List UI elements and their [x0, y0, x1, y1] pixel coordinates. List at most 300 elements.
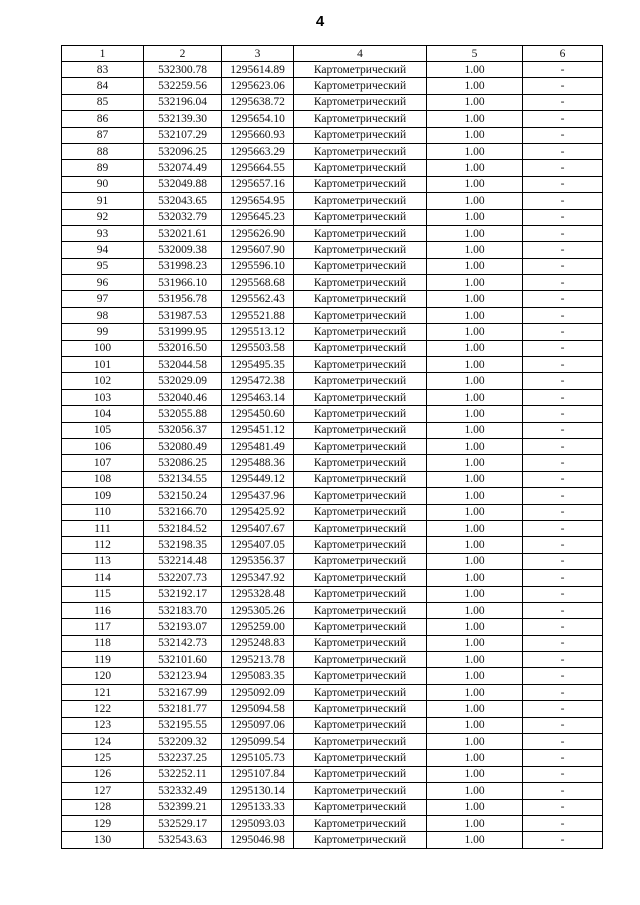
x-coordinate-cell: 532055.88 [144, 406, 222, 422]
accuracy-cell: 1.00 [427, 373, 523, 389]
y-coordinate-cell: 1295481.49 [222, 438, 294, 454]
point-number-cell: 94 [62, 242, 144, 258]
table-row [62, 635, 603, 651]
column-header: 1 [62, 46, 144, 62]
accuracy-cell: 1.00 [427, 766, 523, 782]
y-coordinate-cell: 1295596.10 [222, 258, 294, 274]
x-coordinate-cell: 532021.61 [144, 225, 222, 241]
x-coordinate-cell: 532192.17 [144, 586, 222, 602]
accuracy-cell: 1.00 [427, 734, 523, 750]
y-coordinate-cell: 1295645.23 [222, 209, 294, 225]
description-cell: - [523, 406, 603, 422]
y-coordinate-cell: 1295654.95 [222, 193, 294, 209]
point-number-cell: 123 [62, 717, 144, 733]
method-cell: Картометрический [294, 225, 427, 241]
point-number-cell: 91 [62, 193, 144, 209]
x-coordinate-cell: 532183.70 [144, 602, 222, 618]
x-coordinate-cell: 532029.09 [144, 373, 222, 389]
table-header-row [62, 46, 603, 62]
description-cell: - [523, 668, 603, 684]
accuracy-cell: 1.00 [427, 242, 523, 258]
method-cell: Картометрический [294, 783, 427, 799]
method-cell: Картометрический [294, 619, 427, 635]
description-cell: - [523, 111, 603, 127]
description-cell: - [523, 717, 603, 733]
accuracy-cell: 1.00 [427, 553, 523, 569]
table-row [62, 455, 603, 471]
accuracy-cell: 1.00 [427, 389, 523, 405]
description-cell: - [523, 438, 603, 454]
method-cell: Картометрический [294, 717, 427, 733]
accuracy-cell: 1.00 [427, 832, 523, 848]
description-cell: - [523, 783, 603, 799]
y-coordinate-cell: 1295503.58 [222, 340, 294, 356]
x-coordinate-cell: 532101.60 [144, 652, 222, 668]
x-coordinate-cell: 532237.25 [144, 750, 222, 766]
table-row [62, 438, 603, 454]
method-cell: Картометрический [294, 291, 427, 307]
y-coordinate-cell: 1295614.89 [222, 62, 294, 78]
y-coordinate-cell: 1295133.33 [222, 799, 294, 815]
accuracy-cell: 1.00 [427, 701, 523, 717]
y-coordinate-cell: 1295425.92 [222, 504, 294, 520]
y-coordinate-cell: 1295347.92 [222, 570, 294, 586]
table-row [62, 602, 603, 618]
accuracy-cell: 1.00 [427, 258, 523, 274]
accuracy-cell: 1.00 [427, 94, 523, 110]
description-cell: - [523, 422, 603, 438]
table-row [62, 766, 603, 782]
method-cell: Картометрический [294, 209, 427, 225]
y-coordinate-cell: 1295407.67 [222, 520, 294, 536]
table-row [62, 127, 603, 143]
point-number-cell: 84 [62, 78, 144, 94]
y-coordinate-cell: 1295513.12 [222, 324, 294, 340]
coordinates-table [61, 45, 603, 849]
table-row [62, 619, 603, 635]
table-row [62, 422, 603, 438]
point-number-cell: 105 [62, 422, 144, 438]
x-coordinate-cell: 532032.79 [144, 209, 222, 225]
method-cell: Картометрический [294, 143, 427, 159]
y-coordinate-cell: 1295046.98 [222, 832, 294, 848]
x-coordinate-cell: 532198.35 [144, 537, 222, 553]
y-coordinate-cell: 1295626.90 [222, 225, 294, 241]
y-coordinate-cell: 1295097.06 [222, 717, 294, 733]
point-number-cell: 103 [62, 389, 144, 405]
description-cell: - [523, 127, 603, 143]
table-row [62, 832, 603, 848]
accuracy-cell: 1.00 [427, 357, 523, 373]
x-coordinate-cell: 532529.17 [144, 815, 222, 831]
table-row [62, 307, 603, 323]
method-cell: Картометрический [294, 602, 427, 618]
description-cell: - [523, 160, 603, 176]
y-coordinate-cell: 1295472.38 [222, 373, 294, 389]
y-coordinate-cell: 1295094.58 [222, 701, 294, 717]
method-cell: Картометрический [294, 553, 427, 569]
point-number-cell: 127 [62, 783, 144, 799]
method-cell: Картометрический [294, 766, 427, 782]
point-number-cell: 95 [62, 258, 144, 274]
x-coordinate-cell: 532096.25 [144, 143, 222, 159]
x-coordinate-cell: 531999.95 [144, 324, 222, 340]
table-row [62, 668, 603, 684]
method-cell: Картометрический [294, 258, 427, 274]
description-cell: - [523, 143, 603, 159]
description-cell: - [523, 455, 603, 471]
description-cell: - [523, 78, 603, 94]
accuracy-cell: 1.00 [427, 78, 523, 94]
y-coordinate-cell: 1295407.05 [222, 537, 294, 553]
accuracy-cell: 1.00 [427, 717, 523, 733]
description-cell: - [523, 275, 603, 291]
table-row [62, 160, 603, 176]
y-coordinate-cell: 1295083.35 [222, 668, 294, 684]
x-coordinate-cell: 532196.04 [144, 94, 222, 110]
description-cell: - [523, 652, 603, 668]
point-number-cell: 108 [62, 471, 144, 487]
accuracy-cell: 1.00 [427, 324, 523, 340]
point-number-cell: 116 [62, 602, 144, 618]
point-number-cell: 102 [62, 373, 144, 389]
method-cell: Картометрический [294, 734, 427, 750]
table-row [62, 78, 603, 94]
x-coordinate-cell: 532086.25 [144, 455, 222, 471]
point-number-cell: 130 [62, 832, 144, 848]
method-cell: Картометрический [294, 750, 427, 766]
method-cell: Картометрический [294, 324, 427, 340]
point-number-cell: 112 [62, 537, 144, 553]
description-cell: - [523, 225, 603, 241]
x-coordinate-cell: 532150.24 [144, 488, 222, 504]
column-header: 2 [144, 46, 222, 62]
y-coordinate-cell: 1295568.68 [222, 275, 294, 291]
point-number-cell: 96 [62, 275, 144, 291]
description-cell: - [523, 357, 603, 373]
x-coordinate-cell: 532107.29 [144, 127, 222, 143]
method-cell: Картометрический [294, 242, 427, 258]
point-number-cell: 111 [62, 520, 144, 536]
method-cell: Картометрический [294, 275, 427, 291]
table-row [62, 684, 603, 700]
table-row [62, 570, 603, 586]
point-number-cell: 104 [62, 406, 144, 422]
point-number-cell: 109 [62, 488, 144, 504]
method-cell: Картометрический [294, 111, 427, 127]
x-coordinate-cell: 531956.78 [144, 291, 222, 307]
accuracy-cell: 1.00 [427, 815, 523, 831]
x-coordinate-cell: 532044.58 [144, 357, 222, 373]
accuracy-cell: 1.00 [427, 438, 523, 454]
method-cell: Картометрический [294, 373, 427, 389]
description-cell: - [523, 586, 603, 602]
point-number-cell: 110 [62, 504, 144, 520]
description-cell: - [523, 701, 603, 717]
description-cell: - [523, 176, 603, 192]
method-cell: Картометрический [294, 357, 427, 373]
method-cell: Картометрический [294, 307, 427, 323]
point-number-cell: 107 [62, 455, 144, 471]
method-cell: Картометрический [294, 537, 427, 553]
table-body [62, 62, 603, 849]
table-row [62, 799, 603, 815]
description-cell: - [523, 504, 603, 520]
description-cell: - [523, 373, 603, 389]
table-row [62, 537, 603, 553]
x-coordinate-cell: 532543.63 [144, 832, 222, 848]
column-header: 5 [427, 46, 523, 62]
x-coordinate-cell: 532184.52 [144, 520, 222, 536]
x-coordinate-cell: 532134.55 [144, 471, 222, 487]
page-number: 4 [315, 13, 325, 30]
method-cell: Картометрический [294, 668, 427, 684]
point-number-cell: 115 [62, 586, 144, 602]
accuracy-cell: 1.00 [427, 602, 523, 618]
x-coordinate-cell: 532074.49 [144, 160, 222, 176]
point-number-cell: 97 [62, 291, 144, 307]
table-row [62, 275, 603, 291]
y-coordinate-cell: 1295657.16 [222, 176, 294, 192]
description-cell: - [523, 766, 603, 782]
description-cell: - [523, 553, 603, 569]
point-number-cell: 99 [62, 324, 144, 340]
y-coordinate-cell: 1295562.43 [222, 291, 294, 307]
table-row [62, 750, 603, 766]
point-number-cell: 119 [62, 652, 144, 668]
table-row [62, 783, 603, 799]
description-cell: - [523, 520, 603, 536]
description-cell: - [523, 815, 603, 831]
x-coordinate-cell: 532195.55 [144, 717, 222, 733]
table-row [62, 815, 603, 831]
point-number-cell: 85 [62, 94, 144, 110]
method-cell: Картометрический [294, 832, 427, 848]
accuracy-cell: 1.00 [427, 652, 523, 668]
method-cell: Картометрический [294, 635, 427, 651]
method-cell: Картометрический [294, 193, 427, 209]
y-coordinate-cell: 1295663.29 [222, 143, 294, 159]
x-coordinate-cell: 532214.48 [144, 553, 222, 569]
method-cell: Картометрический [294, 488, 427, 504]
table-row [62, 242, 603, 258]
accuracy-cell: 1.00 [427, 668, 523, 684]
method-cell: Картометрический [294, 701, 427, 717]
x-coordinate-cell: 532193.07 [144, 619, 222, 635]
point-number-cell: 128 [62, 799, 144, 815]
column-header: 6 [523, 46, 603, 62]
table-row [62, 520, 603, 536]
table-row [62, 291, 603, 307]
description-cell: - [523, 62, 603, 78]
method-cell: Картометрический [294, 520, 427, 536]
table-row [62, 373, 603, 389]
method-cell: Картометрический [294, 455, 427, 471]
accuracy-cell: 1.00 [427, 520, 523, 536]
method-cell: Картометрический [294, 94, 427, 110]
description-cell: - [523, 471, 603, 487]
accuracy-cell: 1.00 [427, 209, 523, 225]
table-row [62, 225, 603, 241]
table-row [62, 176, 603, 192]
method-cell: Картометрический [294, 684, 427, 700]
description-cell: - [523, 635, 603, 651]
point-number-cell: 120 [62, 668, 144, 684]
y-coordinate-cell: 1295660.93 [222, 127, 294, 143]
y-coordinate-cell: 1295328.48 [222, 586, 294, 602]
table-row [62, 488, 603, 504]
point-number-cell: 126 [62, 766, 144, 782]
method-cell: Картометрический [294, 127, 427, 143]
description-cell: - [523, 340, 603, 356]
table-row [62, 143, 603, 159]
x-coordinate-cell: 532080.49 [144, 438, 222, 454]
point-number-cell: 118 [62, 635, 144, 651]
method-cell: Картометрический [294, 471, 427, 487]
accuracy-cell: 1.00 [427, 570, 523, 586]
y-coordinate-cell: 1295449.12 [222, 471, 294, 487]
method-cell: Картометрический [294, 799, 427, 815]
description-cell: - [523, 209, 603, 225]
description-cell: - [523, 750, 603, 766]
table-row [62, 406, 603, 422]
point-number-cell: 89 [62, 160, 144, 176]
method-cell: Картометрический [294, 389, 427, 405]
point-number-cell: 122 [62, 701, 144, 717]
accuracy-cell: 1.00 [427, 586, 523, 602]
table-row [62, 111, 603, 127]
point-number-cell: 106 [62, 438, 144, 454]
accuracy-cell: 1.00 [427, 406, 523, 422]
method-cell: Картометрический [294, 62, 427, 78]
method-cell: Картометрический [294, 406, 427, 422]
x-coordinate-cell: 532049.88 [144, 176, 222, 192]
method-cell: Картометрический [294, 422, 427, 438]
method-cell: Картометрический [294, 586, 427, 602]
accuracy-cell: 1.00 [427, 143, 523, 159]
x-coordinate-cell: 531998.23 [144, 258, 222, 274]
accuracy-cell: 1.00 [427, 619, 523, 635]
description-cell: - [523, 832, 603, 848]
x-coordinate-cell: 532056.37 [144, 422, 222, 438]
table-row [62, 324, 603, 340]
y-coordinate-cell: 1295248.83 [222, 635, 294, 651]
x-coordinate-cell: 532142.73 [144, 635, 222, 651]
description-cell: - [523, 734, 603, 750]
accuracy-cell: 1.00 [427, 160, 523, 176]
y-coordinate-cell: 1295450.60 [222, 406, 294, 422]
accuracy-cell: 1.00 [427, 504, 523, 520]
description-cell: - [523, 684, 603, 700]
y-coordinate-cell: 1295213.78 [222, 652, 294, 668]
table-row [62, 258, 603, 274]
y-coordinate-cell: 1295638.72 [222, 94, 294, 110]
accuracy-cell: 1.00 [427, 340, 523, 356]
y-coordinate-cell: 1295463.14 [222, 389, 294, 405]
x-coordinate-cell: 532252.11 [144, 766, 222, 782]
point-number-cell: 92 [62, 209, 144, 225]
description-cell: - [523, 258, 603, 274]
point-number-cell: 124 [62, 734, 144, 750]
y-coordinate-cell: 1295356.37 [222, 553, 294, 569]
table-row [62, 586, 603, 602]
x-coordinate-cell: 532139.30 [144, 111, 222, 127]
x-coordinate-cell: 532332.49 [144, 783, 222, 799]
description-cell: - [523, 193, 603, 209]
point-number-cell: 101 [62, 357, 144, 373]
table-row [62, 701, 603, 717]
point-number-cell: 93 [62, 225, 144, 241]
description-cell: - [523, 570, 603, 586]
point-number-cell: 129 [62, 815, 144, 831]
description-cell: - [523, 242, 603, 258]
y-coordinate-cell: 1295664.55 [222, 160, 294, 176]
y-coordinate-cell: 1295107.84 [222, 766, 294, 782]
x-coordinate-cell: 532259.56 [144, 78, 222, 94]
accuracy-cell: 1.00 [427, 291, 523, 307]
method-cell: Картометрический [294, 570, 427, 586]
description-cell: - [523, 799, 603, 815]
y-coordinate-cell: 1295521.88 [222, 307, 294, 323]
accuracy-cell: 1.00 [427, 684, 523, 700]
y-coordinate-cell: 1295451.12 [222, 422, 294, 438]
table-row [62, 357, 603, 373]
x-coordinate-cell: 532016.50 [144, 340, 222, 356]
x-coordinate-cell: 532207.73 [144, 570, 222, 586]
accuracy-cell: 1.00 [427, 537, 523, 553]
point-number-cell: 117 [62, 619, 144, 635]
point-number-cell: 98 [62, 307, 144, 323]
table-row [62, 94, 603, 110]
description-cell: - [523, 389, 603, 405]
table-row [62, 504, 603, 520]
point-number-cell: 100 [62, 340, 144, 356]
point-number-cell: 90 [62, 176, 144, 192]
accuracy-cell: 1.00 [427, 635, 523, 651]
x-coordinate-cell: 532209.32 [144, 734, 222, 750]
table-row [62, 734, 603, 750]
method-cell: Картометрический [294, 438, 427, 454]
accuracy-cell: 1.00 [427, 799, 523, 815]
method-cell: Картометрический [294, 160, 427, 176]
x-coordinate-cell: 532009.38 [144, 242, 222, 258]
y-coordinate-cell: 1295092.09 [222, 684, 294, 700]
point-number-cell: 86 [62, 111, 144, 127]
y-coordinate-cell: 1295488.36 [222, 455, 294, 471]
table-row [62, 193, 603, 209]
y-coordinate-cell: 1295654.10 [222, 111, 294, 127]
accuracy-cell: 1.00 [427, 62, 523, 78]
y-coordinate-cell: 1295305.26 [222, 602, 294, 618]
accuracy-cell: 1.00 [427, 193, 523, 209]
accuracy-cell: 1.00 [427, 307, 523, 323]
x-coordinate-cell: 531966.10 [144, 275, 222, 291]
point-number-cell: 114 [62, 570, 144, 586]
point-number-cell: 113 [62, 553, 144, 569]
table-row [62, 471, 603, 487]
accuracy-cell: 1.00 [427, 783, 523, 799]
point-number-cell: 121 [62, 684, 144, 700]
description-cell: - [523, 602, 603, 618]
x-coordinate-cell: 532043.65 [144, 193, 222, 209]
description-cell: - [523, 94, 603, 110]
accuracy-cell: 1.00 [427, 225, 523, 241]
y-coordinate-cell: 1295607.90 [222, 242, 294, 258]
point-number-cell: 83 [62, 62, 144, 78]
method-cell: Картометрический [294, 176, 427, 192]
y-coordinate-cell: 1295437.96 [222, 488, 294, 504]
x-coordinate-cell: 532300.78 [144, 62, 222, 78]
